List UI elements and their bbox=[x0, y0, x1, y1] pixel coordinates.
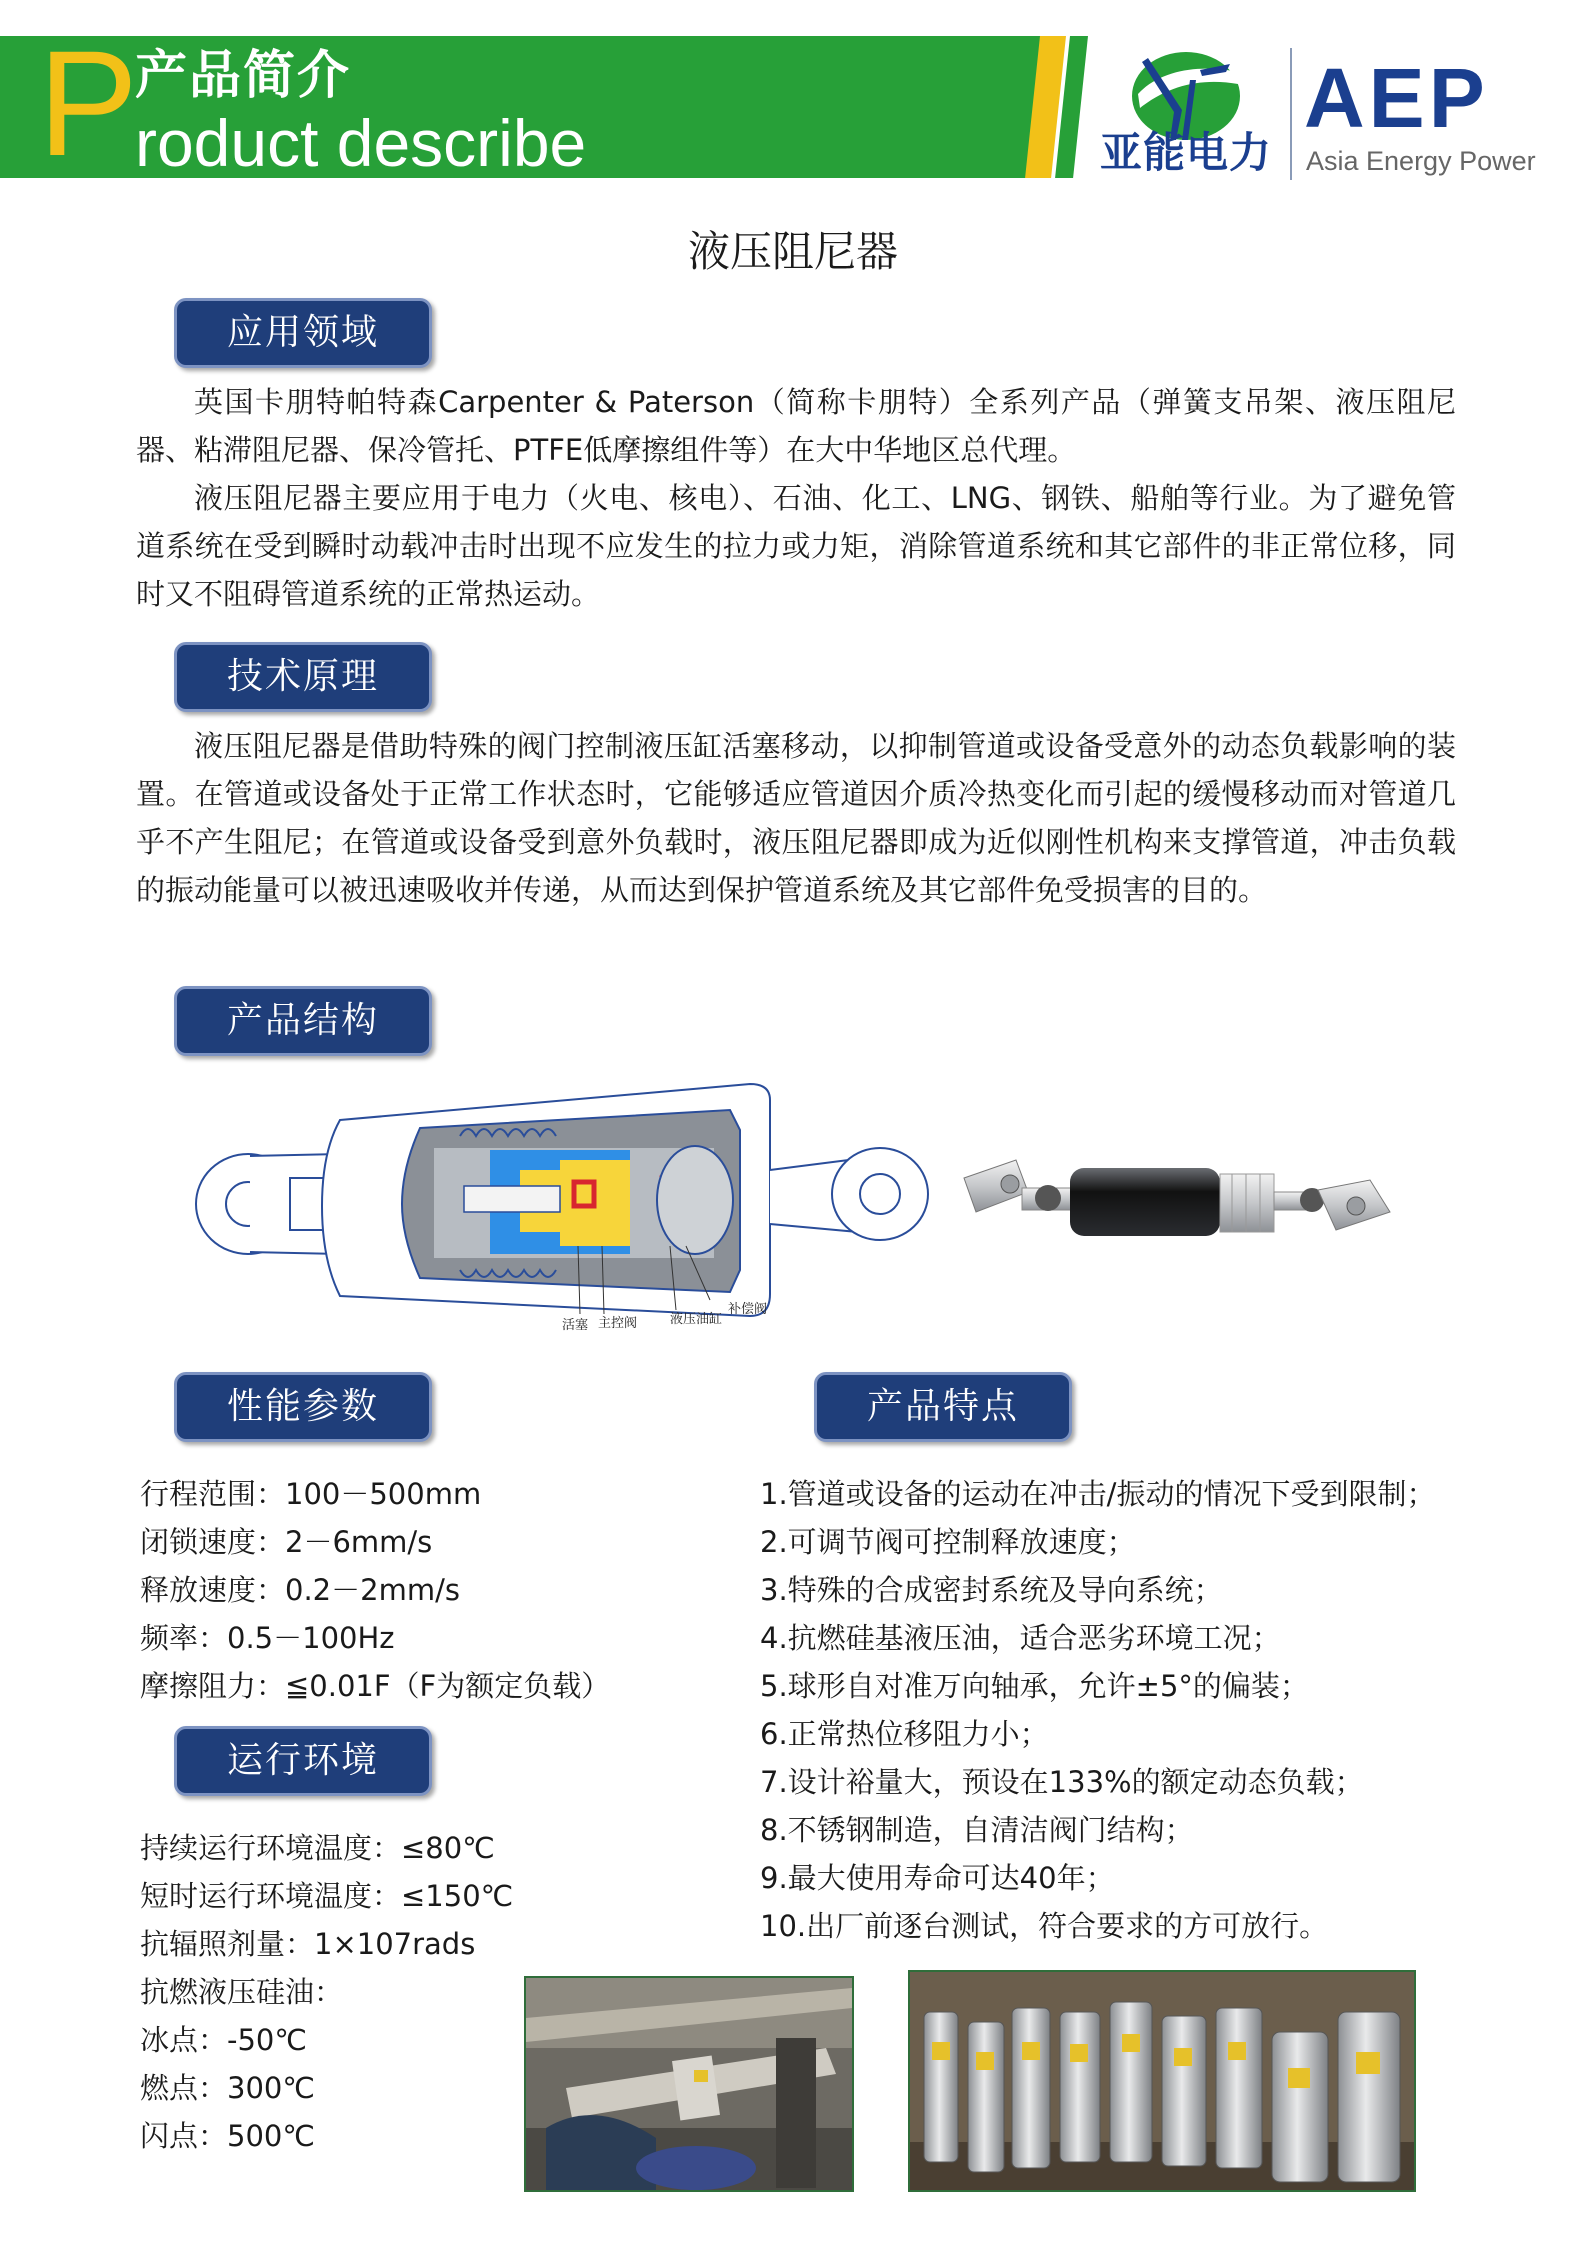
installation-photo bbox=[524, 1976, 854, 2192]
performance-item: 行程范围：100－500mm bbox=[140, 1477, 482, 1511]
application-paragraph: 液压阻尼器主要应用于电力（火电、核电）、石油、化工、LNG、钢铁、船舶等行业。为了避免管道系统在受到瞬时动载冲击时出现不应发生的拉力或力矩，消除管道系统和其它部件的非正常位移，同时又不阻碍管道系统的正常热运动。 bbox=[136, 481, 1456, 611]
logo-divider bbox=[1290, 48, 1292, 180]
section-heading-principle: 技术原理 bbox=[174, 642, 432, 712]
logo-text-cn: 亚能电力 bbox=[1100, 128, 1273, 177]
feature-item: 3.特殊的合成密封系统及导向系统； bbox=[760, 1573, 1223, 1607]
environment-item: 持续运行环境温度：≤80℃ bbox=[140, 1831, 495, 1865]
environment-item: 冰点：-50℃ bbox=[140, 2023, 307, 2057]
application-text bbox=[136, 378, 1456, 618]
factory-products-photo bbox=[908, 1970, 1416, 2192]
feature-item: 6.正常热位移阻力小； bbox=[760, 1717, 1049, 1751]
page-title: 液压阻尼器 bbox=[687, 227, 898, 276]
header-title-en: roduct describe bbox=[135, 106, 587, 180]
performance-item: 释放速度：0.2－2mm/s bbox=[140, 1573, 460, 1607]
environment-item: 抗燃液压硅油： bbox=[140, 1975, 344, 2009]
environment-list bbox=[140, 1824, 513, 2160]
logo-text-en: Asia Energy Power bbox=[1306, 146, 1536, 176]
section-heading-application: 应用领域 bbox=[174, 298, 432, 368]
section-heading-structure: 产品结构 bbox=[174, 986, 432, 1056]
environment-item: 短时运行环境温度：≤150℃ bbox=[140, 1879, 514, 1913]
feature-item: 8.不锈钢制造，自清洁阀门结构； bbox=[760, 1813, 1194, 1847]
performance-item: 频率：0.5－100Hz bbox=[140, 1621, 395, 1655]
section-heading-features: 产品特点 bbox=[814, 1372, 1072, 1442]
environment-item: 闪点：500℃ bbox=[140, 2119, 315, 2153]
header-big-letter: P bbox=[38, 19, 139, 187]
feature-item: 4.抗燃硅基液压油，适合恶劣环境工况； bbox=[760, 1621, 1281, 1655]
performance-list bbox=[140, 1470, 610, 1710]
damper-product-image bbox=[958, 1140, 1398, 1270]
environment-item: 燃点：300℃ bbox=[140, 2071, 315, 2105]
principle-paragraph: 液压阻尼器是借助特殊的阀门控制液压缸活塞移动，以抑制管道或设备受意外的动态负载影响的装置。在管道或设备处于正常工作状态时，它能够适应管道因介质冷热变化而引起的缓慢移动而对管道几乎不产生阻尼；在管道或设备受到意外负载时，液压阻尼器即成为近似刚性机构来支撑管道，冲击负载的振动能量可以被迅速吸收并传递，从而达到保护管道系统及其它部件免受损害的目的。 bbox=[136, 729, 1456, 907]
feature-item: 9.最大使用寿命可达40年； bbox=[760, 1861, 1115, 1895]
feature-item: 5.球形自对准万向轴承，允许±5°的偏装； bbox=[760, 1669, 1309, 1703]
diagram-label-comp-valve: 补偿阀 bbox=[728, 1302, 768, 1317]
header-title-cn: 产品简介 bbox=[135, 46, 352, 106]
section-heading-environment: 运行环境 bbox=[174, 1726, 432, 1796]
principle-text bbox=[136, 722, 1456, 914]
performance-item: 摩擦阻力：≦0.01F（F为额定负载） bbox=[140, 1669, 611, 1703]
application-paragraph: 英国卡朋特帕特森Carpenter & Paterson（简称卡朋特）全系列产品（弹簧支吊架、液压阻尼器、粘滞阻尼器、保冷管托、PTFE低摩擦组件等）在大中华地区总代理。 bbox=[136, 385, 1456, 467]
section-heading-performance: 性能参数 bbox=[174, 1372, 432, 1442]
performance-item: 闭锁速度：2－6mm/s bbox=[140, 1525, 433, 1559]
diagram-label-piston: 活塞 bbox=[562, 1318, 589, 1333]
feature-item: 7.设计裕量大，预设在133%的额定动态负载； bbox=[760, 1765, 1364, 1799]
environment-item: 抗辐照剂量：1×107rads bbox=[140, 1927, 476, 1961]
damper-cutaway-diagram bbox=[190, 1070, 950, 1350]
feature-item: 10.出厂前逐台测试，符合要求的方可放行。 bbox=[760, 1909, 1329, 1943]
feature-item: 2.可调节阀可控制释放速度； bbox=[760, 1525, 1136, 1559]
diagram-label-main-valve: 主控阀 bbox=[598, 1316, 638, 1331]
feature-item: 1.管道或设备的运动在冲击/振动的情况下受到限制； bbox=[760, 1477, 1436, 1511]
features-list bbox=[760, 1470, 1435, 1950]
diagram-label-cylinder: 液压油缸 bbox=[670, 1312, 723, 1327]
logo-text-abbr: AEP bbox=[1304, 51, 1489, 145]
